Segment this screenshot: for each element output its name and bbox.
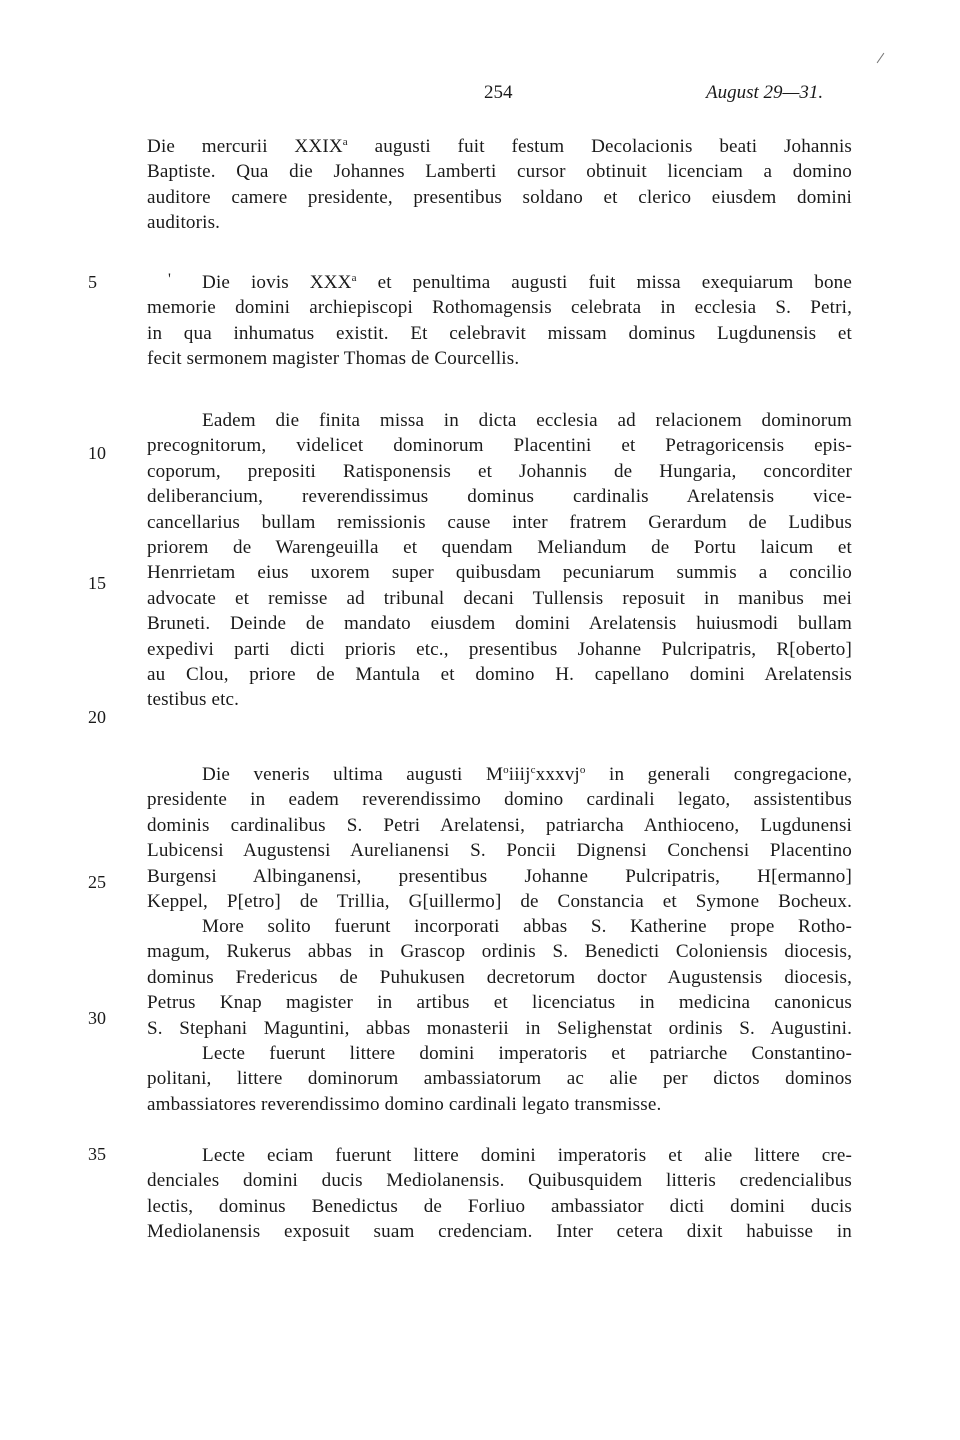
text-line: Lubicensi Augustensi Aurelianensi S. Poncii Dignensi Conchensi Placentino (147, 840, 852, 862)
text-line: memorie domini archiepiscopi Rothomagensis celebrata in ecclesia S. Petri, (147, 297, 852, 319)
superscript: a (351, 272, 357, 284)
text-line: dominus Fredericus de Puhukusen decretorum doctor Augustensis diocesis, (147, 966, 852, 988)
paragraph-5 (147, 914, 852, 1041)
text-line: auditore camere presidente, presentibus soldano et clerico eiusdem domini (147, 186, 852, 208)
text-line: expedivi parti dicti prioris etc., presentibus Johanne Pulcripatris, R[oberto] (147, 638, 852, 660)
text-line: Burgensi Albinganensi, presentibus Johanne Pulcripatris, H[ermanno] (147, 865, 852, 887)
text-line: in qua inhumatus existit. Et celebravit missam dominus Lugdunensis et (147, 322, 852, 344)
paragraph-7 (147, 1143, 852, 1245)
text-line: Mediolanensis exposuit suam credenciam. Inter cetera dixit habuisse in (147, 1221, 852, 1243)
paragraph-6 (147, 1041, 852, 1117)
text-line: Die mercurii XXIX$^a$ augusti fuit festum Decolacionis beati Johannis (147, 136, 852, 157)
text-line: dominis cardinalibus S. Petri Arelatensi, patriarcha Anthioceno, Lugdunensi (147, 814, 852, 836)
text-line: fecit sermonem magister Thomas de Courcellis. (147, 348, 520, 370)
text-line: Henrrietam eius uxorem super quibusdam pecuniarum summis a concilio (147, 562, 852, 584)
line-number-30: 30 (88, 1008, 106, 1028)
text-line: politani, littere dominorum ambassiatorum ac alie per dictos dominos (147, 1068, 852, 1090)
paragraph-4 (147, 762, 852, 914)
text-line: precognitorum, videlicet dominorum Placentini et Petragoricensis epis- (147, 435, 852, 457)
text-line: cancellarius bullam remissionis cause inter fratrem Gerardum de Ludibus (147, 511, 852, 533)
line-number-35: 35 (88, 1144, 106, 1164)
pencil-mark (877, 53, 885, 63)
line-number-20: 20 (88, 707, 106, 727)
text-line: Bruneti. Deinde de mandato eiusdem domini Arelatensis huiusmodi bullam (147, 613, 852, 635)
text-line: Die iovis XXX$^a$ et penultima augusti fuit missa exequiarum bone (202, 272, 852, 293)
text-line: Lecte eciam fuerunt littere domini imperatoris et alie littere cre- (202, 1145, 852, 1166)
text-line: lectis, dominus Benedictus de Forliuo ambassiator dicti domini ducis (147, 1195, 852, 1217)
text-line: priorem de Warengeuilla et quendam Meliandum de Portu laicum et (147, 536, 852, 558)
text-line: More solito fuerunt incorporati abbas S. Katherine prope Rotho- (202, 916, 852, 937)
text-line: Eadem die finita missa in dicta ecclesia ad relacionem dominorum (202, 410, 852, 431)
text-line: Keppel, P[etro] de Trillia, G[uillermo] de Constancia et Symone Bocheux. (147, 890, 852, 912)
paragraph-2 (147, 270, 852, 372)
line-number-25: 25 (88, 872, 106, 892)
text-line: ambassiatores reverendissimo domino cardinali legato transmisse. (147, 1093, 662, 1115)
paragraph-1 (147, 134, 852, 236)
text-line: auditoris. (147, 212, 221, 234)
text-line: magum, Rukerus abbas in Grascop ordinis S. Benedicti Coloniensis diocesis, (147, 941, 852, 963)
text-line: testibus etc. (147, 689, 240, 711)
superscript: o (503, 764, 509, 776)
line-number-15: 15 (88, 573, 106, 593)
text-line: presidente in eadem reverendissimo domino cardinali legato, assistentibus (147, 789, 852, 811)
text-line: Lecte fuerunt littere domini imperatoris et patriarche Constantino- (202, 1043, 852, 1064)
paragraph-3 (147, 408, 852, 713)
text-line: Die veneris ultima augusti $M^oiiij^cxxxvj^o$ in generali congregacione, (202, 764, 852, 785)
text-line: coporum, prepositi Ratisponensis et Johannis de Hungaria, concorditer (147, 460, 852, 482)
line-number-5: 5 (88, 272, 97, 292)
text-line: Baptiste. Qua die Johannes Lamberti cursor obtinuit licenciam a domino (147, 161, 852, 183)
page-number: 254 (484, 82, 513, 103)
superscript: c (530, 764, 536, 776)
margin-tick: ' (168, 271, 171, 288)
running-head-dates: August 29—31. (706, 82, 824, 103)
text-line: S. Stephani Maguntini, abbas monasterii in Selighenstat ordinis S. Augustini. (147, 1017, 852, 1039)
text-line: denciales domini ducis Mediolanensis. Quibusquidem litteris credencialibus (147, 1170, 852, 1192)
text-line: au Clou, priore de Mantula et domino H. capellano domini Arelatensis (147, 663, 852, 685)
line-number-10: 10 (88, 443, 106, 463)
superscript: a (342, 136, 348, 148)
text-line: advocate et remisse ad tribunal decani Tullensis reposuit in manibus mei (147, 587, 852, 609)
superscript: o (579, 764, 586, 776)
text-line: deliberancium, reverendissimus dominus cardinalis Arelatensis vice- (147, 486, 852, 508)
text-line: Petrus Knap magister in artibus et licenciatus in medicina canonicus (147, 992, 852, 1014)
